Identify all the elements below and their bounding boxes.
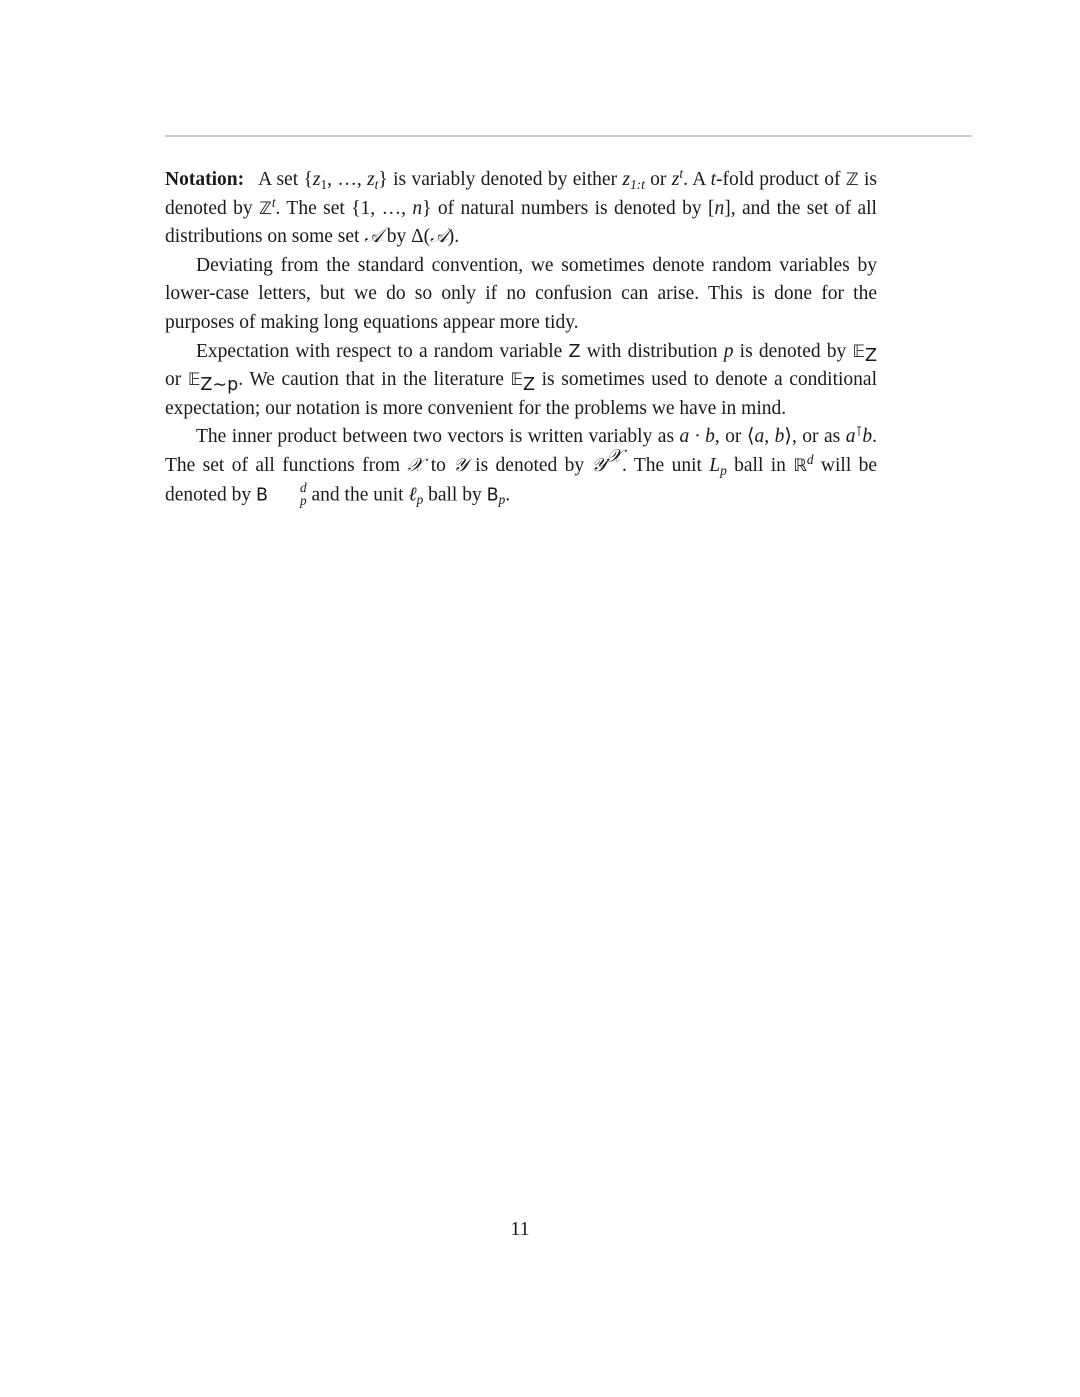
page-number: 11 (510, 1218, 530, 1240)
math-symbol: z (671, 169, 680, 190)
text-run: ⟩, or as (784, 426, 846, 448)
notation-paragraph (165, 166, 877, 252)
math-subscript: t (374, 176, 379, 192)
math-symbol: L (709, 454, 721, 476)
text-run: is sometimes used to denote a conditional expectation; our notation is more convenient for the problems we have in mind. (165, 369, 877, 419)
text-run: . A (683, 169, 711, 190)
math-set-symbol: 𝒴 (453, 454, 468, 476)
text-run: The inner product between two vectors is written variably as (196, 426, 680, 448)
text-run: A set { (258, 169, 313, 190)
math-subscript: p (300, 492, 307, 508)
notation-section (165, 166, 877, 510)
math-sub-superscript (269, 481, 307, 508)
math-superscript: t (271, 194, 276, 210)
text-run: . The unit (622, 454, 710, 476)
math-symbol: b (862, 426, 873, 448)
text-run: } of natural numbers is denoted by [ (422, 197, 715, 219)
math-set-symbol: ℤ (259, 198, 272, 219)
math-subscript: p (498, 491, 506, 507)
header-rule (165, 135, 972, 137)
text-run: or (165, 369, 188, 391)
text-run: and the unit (306, 484, 409, 506)
text-run: Expectation with respect to a random variable (196, 340, 569, 362)
math-subscript: Z (523, 375, 536, 396)
text-run: ball in (726, 454, 794, 476)
notation-heading: Notation: (165, 169, 245, 190)
text-run: is denoted by (165, 169, 878, 219)
text-run: ], and the set of all distributions on some set (165, 197, 877, 248)
text-run: -fold product of (716, 169, 846, 190)
math-symbol: B (255, 485, 269, 506)
math-subscript: Z (865, 346, 878, 367)
math-superscript: ⊺ (855, 423, 863, 439)
text-run: will be denoted by (165, 454, 878, 506)
math-symbol: a (845, 426, 856, 448)
math-expression: a · b (679, 426, 715, 448)
math-expectation-symbol: 𝔼 (510, 370, 524, 391)
math-ellipsis: , …, (327, 169, 368, 190)
math-subscript: 1 (320, 176, 328, 192)
math-subscript: p (416, 491, 424, 507)
text-run: to (423, 454, 454, 476)
math-symbol: t (710, 169, 717, 190)
math-set-symbol: ℤ (845, 170, 859, 190)
text-run: ). (447, 226, 460, 248)
text-run: ball by (423, 484, 487, 506)
text-run: . The set of all functions from (165, 426, 877, 476)
text-run: or (644, 169, 672, 190)
math-symbol: B (486, 485, 499, 506)
math-symbol: p (723, 340, 734, 362)
text-run: . The set {1, …, (275, 197, 413, 219)
text-run: . (505, 484, 511, 506)
math-set-symbol: 𝒴 (591, 454, 607, 476)
math-symbol: z (367, 169, 375, 190)
math-superscript: t (679, 166, 684, 182)
math-subscript: 1:t (630, 176, 645, 192)
math-set-symbol: 𝒜 (430, 226, 448, 248)
math-expression: a, b (754, 426, 785, 448)
text-run: with distribution (580, 340, 724, 362)
math-set-symbol: 𝒳 (407, 454, 424, 476)
math-set-symbol: ℝ (793, 455, 807, 476)
inner-product-paragraph (165, 423, 877, 509)
math-symbol: n (714, 197, 725, 219)
math-expectation-symbol: 𝔼 (852, 341, 865, 362)
text-run: by Δ( (381, 226, 431, 248)
math-symbol: z (622, 169, 631, 190)
text-run: is denoted by (733, 340, 853, 362)
text-run: } is variably denoted by either (378, 169, 623, 190)
math-superscript: 𝒳 (606, 445, 622, 467)
text-run: . We caution that in the literature (238, 369, 511, 391)
math-symbol: ℓ (408, 484, 417, 506)
math-superscript: d (806, 452, 814, 468)
random-variables-paragraph: Deviating from the standard convention, we sometimes denote random variables by lower-case letters, but we do so only if no confusion can arise. This is done for the purposes of making long equations appear more tidy. (165, 254, 877, 333)
math-symbol: z (312, 169, 321, 190)
expectation-paragraph (165, 338, 877, 424)
math-subscript: p (720, 462, 727, 478)
math-expectation-symbol: 𝔼 (187, 370, 201, 391)
math-subscript: Z∼p (200, 375, 239, 396)
text-run: , or ⟨ (714, 426, 755, 448)
math-symbol: Z (568, 341, 581, 362)
text-run: is denoted by (467, 454, 592, 476)
math-set-symbol: 𝒜 (364, 226, 382, 248)
math-symbol: n (412, 197, 423, 219)
math-superscript: d (300, 479, 307, 495)
